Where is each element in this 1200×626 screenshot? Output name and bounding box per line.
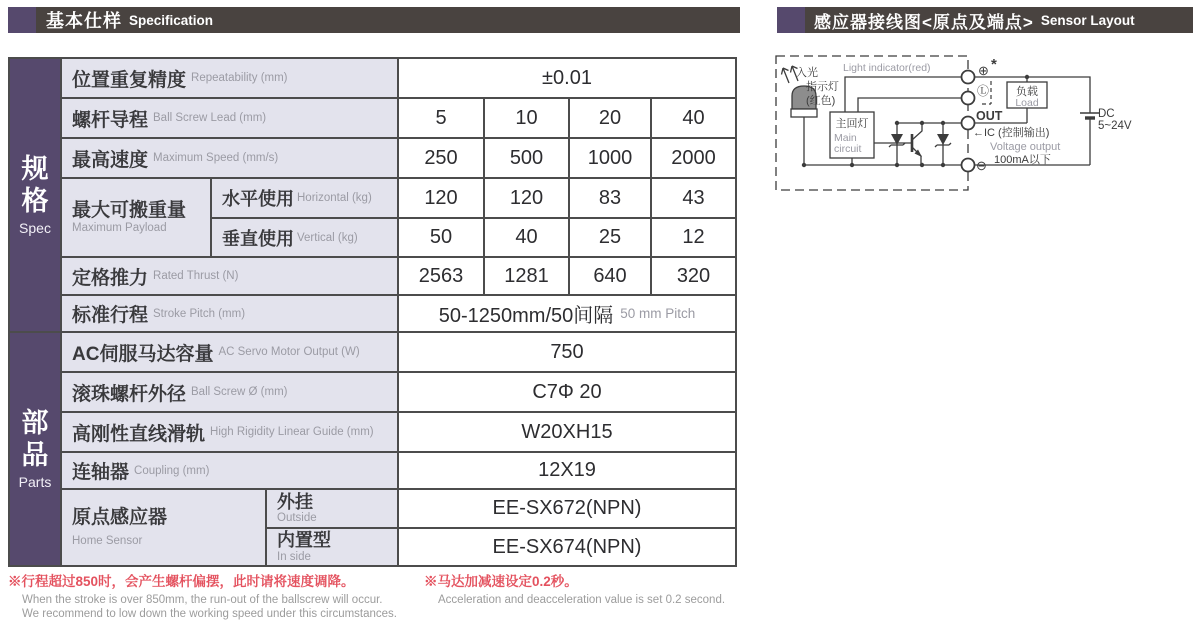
- zener-diode-1: [889, 134, 905, 147]
- light-indicator-label: Light indicator(red): [843, 62, 931, 74]
- terminal-light-circle: [962, 92, 975, 105]
- led-label-zh3: (红色): [806, 95, 836, 107]
- sensor-wiring-diagram: [770, 45, 1200, 205]
- asterisk-note: *: [991, 56, 997, 73]
- footnote-acceleration: [424, 570, 725, 607]
- purple-accent-square: [777, 7, 805, 33]
- spec-header-title-en: Specification: [129, 12, 214, 28]
- wiring-diagram-svg: [770, 45, 1200, 205]
- value-vertical-2: 40: [485, 219, 568, 256]
- row-label-motor: [62, 333, 397, 371]
- value-stroke-en: 50 mm Pitch: [620, 306, 696, 321]
- label-en: High Rigidity Linear Guide (mm): [210, 426, 374, 438]
- row-label-screw-dia: [62, 373, 397, 411]
- value-thrust-1: 2563: [399, 258, 483, 294]
- row-label-stroke: [62, 296, 397, 331]
- value-stroke-zh: 50-1250mm/50间隔: [438, 305, 614, 327]
- section-label-spec: [10, 59, 60, 331]
- label-zh: 水平使用: [222, 189, 294, 209]
- main-circuit-label-en1: Main: [834, 132, 857, 144]
- terminal-plus-symbol: ⊕: [978, 63, 989, 78]
- dc-voltage-label: 5~24V: [1098, 120, 1132, 132]
- row-label-home-inside: [267, 529, 397, 565]
- label-zh: 螺杆导程: [72, 109, 149, 131]
- battery-symbol: [1080, 113, 1100, 118]
- footnote-zh: ※马达加减速设定0.2秒。: [424, 574, 578, 589]
- load-label-zh: 负载: [1016, 86, 1038, 98]
- transistor-symbol: [912, 123, 922, 165]
- value-thrust-2: 1281: [485, 258, 568, 294]
- label-en: Maximum Payload: [72, 221, 167, 234]
- sensor-header-title-zh: 感应器接线图<原点及端点>: [814, 12, 1034, 32]
- label-zh: 内置型: [277, 530, 331, 551]
- terminals: [962, 71, 975, 172]
- label-en: Horizontal (kg): [297, 192, 372, 204]
- value-lead-3: 20: [570, 99, 650, 137]
- value-speed-2: 500: [485, 139, 568, 177]
- value-speed-3: 1000: [570, 139, 650, 177]
- value-horizontal-1: 120: [399, 179, 483, 217]
- zener-diode-2: [935, 134, 951, 147]
- value-horizontal-2: 120: [485, 179, 568, 217]
- value-vertical-1: 50: [399, 219, 483, 256]
- led-label-zh1: 入光: [796, 67, 818, 79]
- section-spec-en: Spec: [19, 219, 51, 236]
- section-spec-zh: 规格: [21, 154, 49, 216]
- row-label-speed: [62, 139, 397, 177]
- value-vertical-3: 25: [570, 219, 650, 256]
- value-speed-1: 250: [399, 139, 483, 177]
- terminal-plus-circle: [962, 71, 975, 84]
- footnote-en-line2: We recommend to low down the working speed under this circumstances.: [22, 608, 397, 620]
- label-en: Coupling (mm): [134, 464, 210, 477]
- label-zh: 连轴器: [72, 462, 130, 483]
- label-zh: 滚珠螺杆外径: [72, 383, 187, 405]
- value-speed-4: 2000: [652, 139, 735, 177]
- light-arrow-icon: [782, 68, 790, 83]
- label-en: Rated Thrust (N): [153, 270, 239, 282]
- label-zh: 定格推力: [72, 267, 149, 289]
- label-zh: 最高速度: [72, 149, 149, 171]
- value-stroke: [399, 296, 735, 331]
- value-home-outside: EE-SX672(NPN): [399, 490, 735, 527]
- value-lead-2: 10: [485, 99, 568, 137]
- footnote-zh: ※行程超过850时，会产生螺杆偏摆，此时请将速度调降。: [8, 574, 355, 589]
- label-en: AC Servo Motor Output (W): [218, 346, 360, 358]
- row-label-payload-horizontal: [212, 179, 397, 217]
- label-zh: AC伺服马达容量: [72, 343, 214, 365]
- terminal-out-label: OUT: [976, 109, 1003, 123]
- value-coupling: 12X19: [399, 453, 735, 488]
- value-guide: W20XH15: [399, 413, 735, 451]
- value-thrust-3: 640: [570, 258, 650, 294]
- value-vertical-4: 12: [652, 219, 735, 256]
- value-thrust-4: 320: [652, 258, 735, 294]
- footnote-en-line1: When the stroke is over 850mm, the run-out of the ballscrew will occur.: [22, 594, 383, 606]
- led-label-zh2: 指示灯: [806, 81, 839, 93]
- value-lead-4: 40: [652, 99, 735, 137]
- label-zh: 位置重复精度: [72, 69, 187, 91]
- value-home-inside: EE-SX674(NPN): [399, 529, 735, 565]
- ic-output-label: ←IC (控制输出): [973, 127, 1050, 139]
- label-en: Ball Screw Ø (mm): [191, 386, 288, 398]
- row-label-guide: [62, 413, 397, 451]
- row-label-home-sensor: [62, 490, 265, 565]
- label-en: Ball Screw Lead (mm): [153, 112, 267, 124]
- load-label-en: Load: [1015, 97, 1039, 109]
- spec-header-title-zh: 基本仕样: [46, 11, 122, 31]
- terminal-minus-symbol: ⊖: [976, 158, 987, 173]
- label-en: Repeatability (mm): [191, 72, 288, 84]
- main-circuit-label-zh: 主回灯: [835, 118, 869, 130]
- dc-label: DC: [1098, 108, 1115, 120]
- value-screw-dia: C7Φ 20: [399, 373, 735, 411]
- label-en: Stroke Pitch (mm): [153, 307, 246, 320]
- label-en: In side: [277, 550, 311, 563]
- value-horizontal-4: 43: [652, 179, 735, 217]
- section-label-parts: [10, 333, 60, 565]
- value-horizontal-3: 83: [570, 179, 650, 217]
- row-label-home-outside: [267, 490, 397, 527]
- terminal-minus-circle: [962, 159, 975, 172]
- current-limit-label: 100mA以下: [994, 154, 1051, 166]
- terminal-light-symbol: Ⓛ: [977, 84, 990, 98]
- row-label-coupling: [62, 453, 397, 488]
- value-repeatability: ±0.01: [399, 59, 735, 97]
- label-en: Vertical (kg): [297, 231, 358, 244]
- sensor-layout-header: [777, 7, 1193, 33]
- label-zh: 垂直使用: [222, 228, 294, 249]
- value-motor: 750: [399, 333, 735, 371]
- footnote-en: Acceleration and deacceleration value is set 0.2 second.: [438, 594, 726, 606]
- section-parts-en: Parts: [18, 473, 52, 490]
- value-lead-1: 5: [399, 99, 483, 137]
- label-zh: 最大可搬重量: [72, 200, 187, 222]
- spec-table: [8, 57, 737, 567]
- spec-section-header: [8, 7, 740, 33]
- row-label-lead: [62, 99, 397, 137]
- row-label-repeatability: [62, 59, 397, 97]
- footnote-stroke-warning: [8, 570, 397, 621]
- voltage-output-label: Voltage output: [990, 141, 1061, 153]
- row-label-thrust: [62, 258, 397, 294]
- row-label-payload-vertical: [212, 219, 397, 256]
- label-en: Home Sensor: [72, 534, 143, 547]
- main-circuit-label-en2: circuit: [834, 143, 862, 155]
- label-zh: 标准行程: [72, 305, 149, 326]
- purple-accent-square: [8, 7, 36, 33]
- label-zh: 原点感应器: [72, 507, 168, 529]
- label-en: Outside: [277, 512, 317, 525]
- row-label-payload: [62, 179, 210, 256]
- label-en: Maximum Speed (mm/s): [153, 152, 279, 164]
- label-zh: 高刚性直线滑轨: [72, 423, 206, 445]
- section-parts-zh: 部品: [21, 408, 49, 470]
- sensor-header-title-en: Sensor Layout: [1040, 12, 1135, 28]
- label-zh: 外挂: [277, 491, 313, 512]
